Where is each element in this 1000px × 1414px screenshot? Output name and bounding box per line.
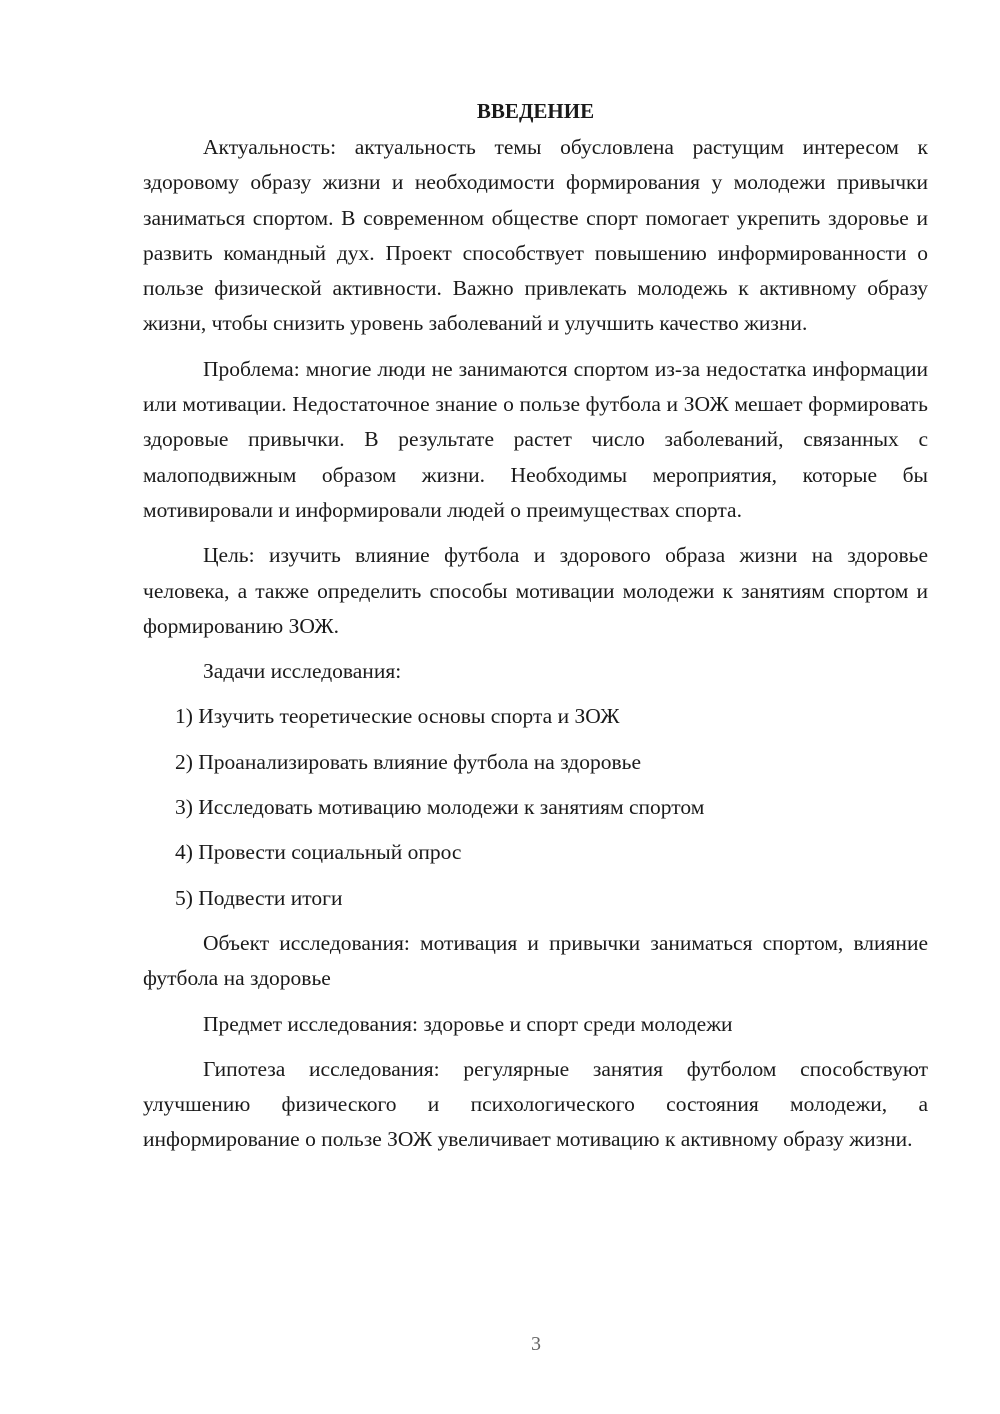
- paragraph-problem: Проблема: многие люди не занимаются спортом из-за недостатка информации или мотивации. Недостаточное знание о пользе футбола и ЗОЖ мешает формировать здоровые привычки. В результате растет число заболеваний, связанных с малоподвижным образом жизни. Необходимы мероприятия, которые бы мотивировали и информировали людей о преимуществах спорта.: [143, 356, 928, 522]
- paragraph-relevance: Актуальность: актуальность темы обусловлена растущим интересом к здоровому образу жизни и необходимости формирования у молодежи привычки заниматься спортом. В современном обществе спорт помогает укрепить здоровье и развить командный дух. Проект способствует повышению информированности о пользе физической активности. Важно привлекать молодежь к активному образу жизни, чтобы снизить уровень заболеваний и улучшить качество жизни.: [143, 135, 928, 336]
- paragraph-hypothesis: Гипотеза исследования: регулярные занятия футболом способствуют улучшению физического и психологического состояния молодежи, а информирование о пользе ЗОЖ увеличивает мотивацию к активному образу жизни.: [143, 1056, 928, 1152]
- document-page: [143, 96, 928, 1168]
- task-item-3: 3) Исследовать мотивацию молодежи к занятиям спортом: [175, 795, 705, 820]
- task-item-1: 1) Изучить теоретические основы спорта и ЗОЖ: [175, 704, 620, 729]
- task-item-4: 4) Провести социальный опрос: [175, 840, 462, 865]
- paragraph-goal: Цель: изучить влияние футбола и здорового образа жизни на здоровье человека, а также определить способы мотивации молодежи к занятиям спортом и формированию ЗОЖ.: [143, 543, 928, 638]
- page-number: 3: [531, 1333, 541, 1355]
- section-heading: ВВЕДЕНИЕ: [476, 99, 595, 123]
- paragraph-subject: Предмет исследования: здоровье и спорт среди молодежи: [203, 1011, 733, 1036]
- task-item-5: 5) Подвести итоги: [175, 885, 343, 910]
- tasks-list: [143, 699, 928, 915]
- task-item-2: 2) Проанализировать влияние футбола на здоровье: [175, 749, 641, 774]
- tasks-title: Задачи исследования:: [203, 659, 402, 684]
- paragraph-object: Объект исследования: мотивация и привычки заниматься спортом, влияние футбола на здоровье: [143, 930, 928, 991]
